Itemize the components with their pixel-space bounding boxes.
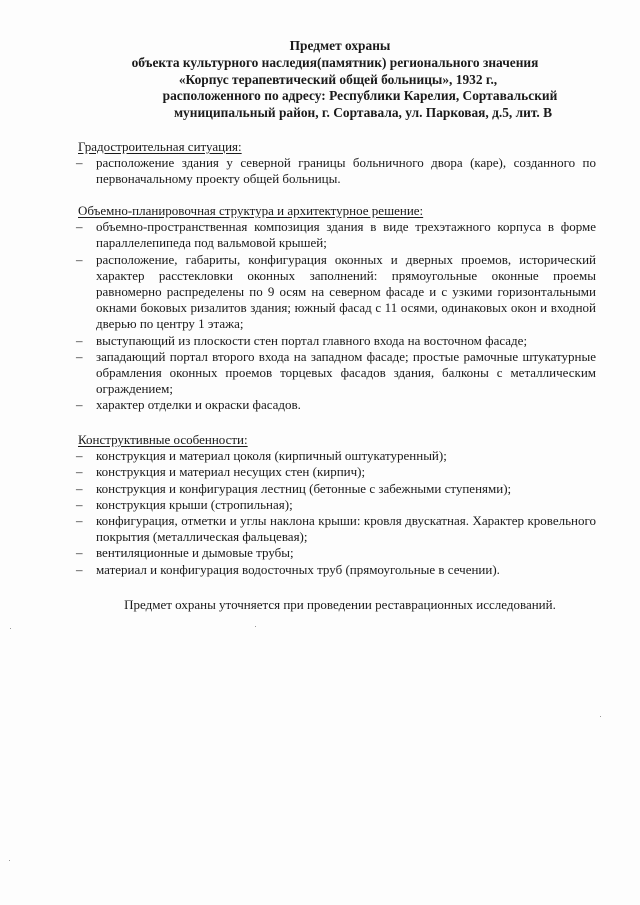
scan-speck [600, 716, 601, 717]
list-item [78, 545, 596, 561]
list-dash: – [76, 464, 83, 480]
list-dash: – [76, 155, 83, 171]
list-dash: – [76, 448, 83, 464]
list-item-text: конфигурация, отметки и углы наклона крыши: кровля двускатная. Характер кровельного покрытия (металлическая фальцевая); [96, 513, 596, 545]
scan-speck [10, 628, 11, 629]
scan-speck [9, 860, 10, 861]
list-item-text: характер отделки и окраски фасадов. [96, 397, 301, 413]
list-item [78, 333, 596, 349]
list-dash: – [76, 251, 83, 267]
list-item [78, 349, 596, 398]
list-item-text: вентиляционные и дымовые трубы; [96, 545, 294, 561]
title-line-1: Предмет охраны [289, 38, 391, 53]
list-item [78, 464, 596, 480]
scan-speck [255, 626, 256, 627]
list-dash: – [76, 513, 83, 529]
list-item [78, 448, 596, 464]
title-line-4: расположенного по адресу: Республики Карелия, Сортавальский [162, 88, 558, 104]
list-item-text: материал и конфигурация водосточных труб (прямоугольные в сечении). [96, 561, 500, 577]
section-list [78, 219, 596, 413]
section-urban-planning [78, 139, 596, 188]
section-heading: Объемно-планировочная структура и архитектурное решение: [78, 203, 424, 218]
footer-note: Предмет охраны уточняется при проведении реставрационных исследований. [124, 597, 556, 612]
list-item [78, 219, 596, 251]
list-dash: – [76, 496, 83, 512]
list-dash: – [76, 219, 83, 235]
list-item [78, 397, 596, 413]
title-line-5: муниципальный район, г. Сортавала, ул. Парковая, д.5, лит. В [173, 105, 553, 121]
list-item-text: объемно-пространственная композиция здания в виде трехэтажного корпуса в форме параллелепипеда под вальмовой крышей; [96, 219, 596, 251]
list-item [78, 481, 596, 497]
list-item-text: западающий портал второго входа на западном фасаде; простые рамочные штукатурные обрамления оконных проемов торцевых фасадов здания, балконы с металлическим ограждением; [96, 348, 596, 397]
list-item [78, 252, 596, 333]
list-dash: – [76, 561, 83, 577]
list-dash: – [76, 348, 83, 364]
list-item-text: конструкция крыши (стропильная); [96, 496, 293, 512]
list-dash: – [76, 480, 83, 496]
section-heading: Градостроительная ситуация: [78, 139, 242, 154]
list-dash: – [76, 332, 83, 348]
title-line-3: «Корпус терапевтический общей больницы», 1932 г., [178, 71, 498, 87]
list-item [78, 513, 596, 545]
list-item-text: конструкция и материал несущих стен (кирпич); [96, 464, 366, 480]
list-item-text: расположение здания у северной границы больничного двора (каре), созданного по первоначальному проекту общей больницы. [96, 155, 596, 187]
section-list [78, 448, 596, 578]
title-line-2: объекта культурного наследия(памятник) регионального значения [131, 54, 539, 70]
section-list [78, 155, 596, 187]
list-item [78, 497, 596, 513]
section-architecture [78, 203, 596, 414]
section-heading: Конструктивные особенности: [78, 432, 248, 447]
list-item [78, 155, 596, 187]
list-item-text: выступающий из плоскости стен портал главного входа на восточном фасаде; [96, 332, 528, 348]
list-item-text: конструкция и материал цоколя (кирпичный оштукатуренный); [96, 448, 447, 464]
document-title [80, 38, 600, 122]
list-item-text: конструкция и конфигурация лестниц (бетонные с забежными ступенями); [96, 480, 512, 496]
list-dash: – [76, 545, 83, 561]
list-dash: – [76, 397, 83, 413]
list-item-text: расположение, габариты, конфигурация оконных и дверных проемов, исторический характер расстекловки оконных заполнений: прямоугольные оконные проемы равномерно распределены по 9 осям на северном фасаде и с узкими горизонтальными окнами боковых ризалитов здания; южный фасад с 11 осями, одинаковых окон и входной дверью по центру 1 этажа; [96, 251, 596, 332]
section-construction [78, 432, 596, 578]
list-item [78, 562, 596, 578]
